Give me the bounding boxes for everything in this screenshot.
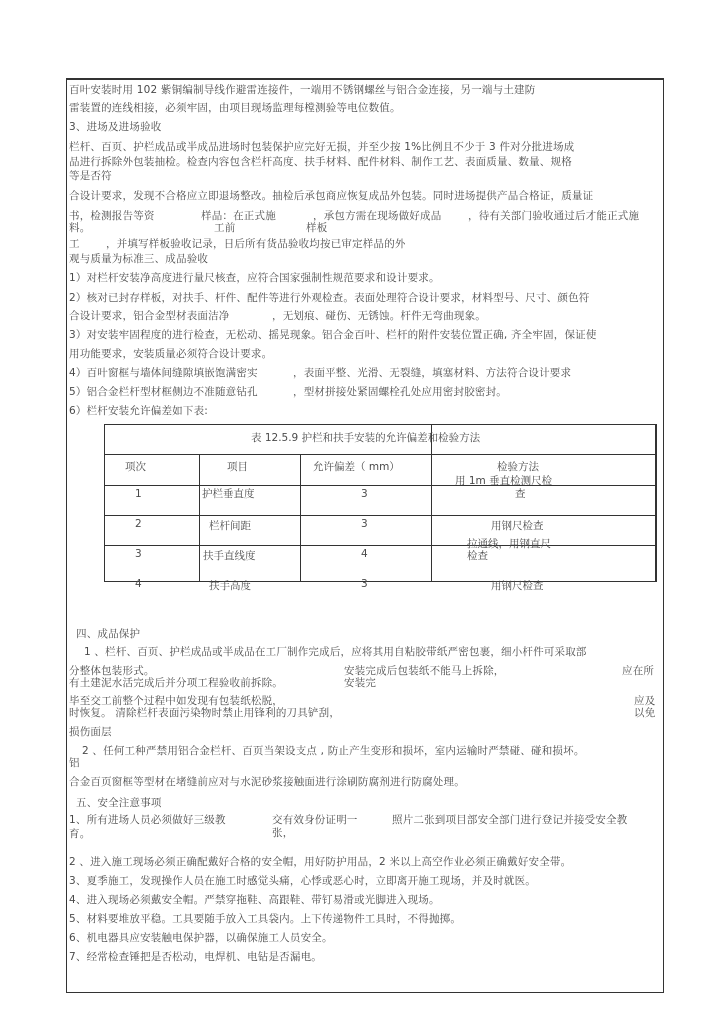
list-item: ，无划痕、碰伤、无锈蚀。杆件无弯曲现象。 [272,310,486,322]
list-item: 1、所有进场人员必须做好三级教 [69,814,226,826]
table-cell: 3 [135,548,142,560]
section-heading: 四、成品保护 [76,628,141,640]
text-line: 分整体包装形式。 [69,665,155,677]
table-cell: 护栏垂直度 [202,488,255,500]
table-cell: 扶手直线度 [203,550,256,562]
list-item: 4）百叶窗框与墙体间缝隙填嵌饱满密实 [69,367,258,379]
list-item: 6、机电器具应安装触电保护器，以确保施工人员安全。 [69,932,333,944]
text-line: 合金百页窗框等型材在堵缝前应对与水泥砂浆接触面进行涂刷防腐剂进行防腐处理。 [69,776,465,788]
list-item: 5）铝合金栏杆型材框侧边不准随意钻孔 [69,386,258,398]
text-line: 样板 [306,222,328,234]
text-line: 雷装置的连线相接，必须牢固，由项目现场监理每樘测验等电位数值。 [69,102,401,114]
list-item: 张， [272,827,294,839]
table-rule [105,485,655,486]
table-cell: 2 [135,518,142,530]
section-heading: 3、进场及进场验收 [69,121,162,133]
table-cell: 用 1m 垂直检测尺检 [455,475,553,487]
text-line: 工 [69,238,80,250]
text-line: 安装完 [344,677,377,689]
list-item: 交有效身份证明一 [272,814,358,826]
text-line: 书，检测报告等资 [69,210,155,222]
text-line: 损伤面层 [69,726,112,738]
text-line: ，待有关部门验收通过后才能正式施 [468,210,640,222]
list-item: 照片二张到项目部安全部门进行登记并接受安全教 [392,814,628,826]
list-item: 2 、进入施工现场必须正确配戴好合格的安全帽，用好防护用品，2 米以上高空作业必须正确戴好安全带。 [69,856,572,868]
table-cell: 栏杆间距 [209,520,251,532]
table-rule [105,515,655,516]
table-cell: 3 [361,518,368,530]
text-line: 2 、任何工种严禁用铝合金栏杆、百页当架设支点 , 防止产生变形和损坏，室内运输时严禁碰、碰和损坏。 [82,745,585,757]
text-line: 工前 [214,222,236,234]
table-caption: 表 12.5.9 护栏和扶手安装的允许偏差和检验方法 [251,432,481,444]
table-header: 允许偏差（ mm） [313,461,400,473]
section-heading: 五、安全注意事项 [76,797,162,809]
table-header: 项次 [125,461,146,473]
list-item: 7、经常检查锤把是否松动，电焊机、电钻是否漏电。 [69,951,322,963]
list-item: 用功能要求，安装质量必须符合设计要求。 [69,348,273,360]
list-item: 3、夏季施工，发现操作人员在施工时感觉头痛，心悸或恶心时，立即离开施工现场，并及时就医。 [69,875,536,887]
table-rule [431,425,432,581]
table-header: 项目 [227,461,248,473]
table-rule [199,454,200,581]
list-item: 合设计要求，铝合金型材表面洁净 [69,310,230,322]
table-cell: 3 [361,578,368,590]
table-rule [300,454,301,581]
table-cell: 3 [361,488,368,500]
text-line: 百叶安装时用 102 紫铜编制导线作避雷连接件，一端用不锈钢螺丝与铝合金连接，另一端与土建防 [69,84,536,96]
table-cell: 扶手高度 [209,580,251,592]
list-item: 1）对栏杆安装净高度进行量尺核查，应符合国家强制性规范要求和设计要求。 [69,272,440,284]
text-line: 栏杆、百页、护栏成品或半成品进场时包装保护应完好无损，并至少按 1%比例且不少于 3 件对分批进场成 [69,141,575,153]
list-item: 5、材料要堆放平稳。工具要随手放入工具袋内。上下传递物件工具时，不得抛掷。 [69,913,462,925]
table-cell: 用钢尺检查 [491,580,544,592]
text-line: ，承包方需在现场做好成品 [313,210,442,222]
text-line: ，并填写样板验收记录，日后所有货品验收均按已审定样品的外 [106,238,406,250]
text-line: 以免 [634,707,656,719]
list-item: 3）对安装牢固程度的进行检查，无松动、摇晃现象。铝合金百叶、栏杆的附件安装位置正确, 齐全牢固，保证使 [69,329,597,341]
text-line: 观与质量为标准三、成品验收 [69,253,209,265]
text-line: 安装完成后包装纸不能马上拆除， [344,665,505,677]
text-line: 1 、栏杆、百页、护栏成品或半成品在工厂制作完成后，应将其用自粘胶带纸严密包裹，细小杆件可采取部 [84,646,587,658]
list-item: ，表面平整、光滑、无裂缝，填塞材料、方法符合设计要求 [293,367,572,379]
text-line: 铝 [69,757,80,769]
text-line: 应及 [634,695,656,707]
table-rule [105,454,655,455]
table-cell: 查 [515,488,526,500]
table-cell: 4 [135,578,142,590]
table-cell: 4 [361,548,368,560]
list-item: 育。 [69,828,91,840]
list-item: 2）核对已封存样板，对扶手、杆件、配件等进行外观检查。表面处理符合设计要求，材料型号、尺寸、颜色符 [69,292,590,304]
text-line: 合设计要求，发现不合格应立即退场整改。抽检后承包商应恢复成品外包装。同时进场提供产品合格证，质量证 [69,190,594,202]
list-item: 4、进入现场必须戴安全帽。严禁穿拖鞋、高跟鞋、带钉易滑或光脚进入现场。 [69,894,440,906]
table-cell: 检查 [467,550,488,562]
tolerance-table [104,424,657,592]
text-line: 时恢复。 清除栏杆表面污染物时禁止用锋利的刀具铲刮， [69,707,341,719]
text-line: 样品：在正式施 [201,210,276,222]
table-cell: 1 [135,488,142,500]
table-rule [105,545,655,546]
table-cell: 拉通线，用钢直尺 [467,538,551,550]
text-line: 应在所 [622,665,655,677]
list-item: ，型材拼接处紧固螺栓孔处应用密封胶密封。 [293,386,507,398]
text-line: 有土建泥水活完成后并分项工程验收前拆除。 [69,677,283,689]
table-header: 检验方法 [497,461,539,473]
text-line: 毕至交工前整个过程中如发现有包装纸松脱， [69,695,283,707]
table-cell: 用钢尺检查 [491,520,544,532]
list-item: 6）栏杆安装允许偏差如下表: [69,405,209,417]
text-line: 品进行拆除外包装抽检。检查内容包含栏杆高度、扶手材料、配件材料、制作工艺、表面质量、数量、规格 [69,156,572,168]
text-line: 等是否符 [69,170,112,182]
text-line: 料。 [69,222,91,234]
